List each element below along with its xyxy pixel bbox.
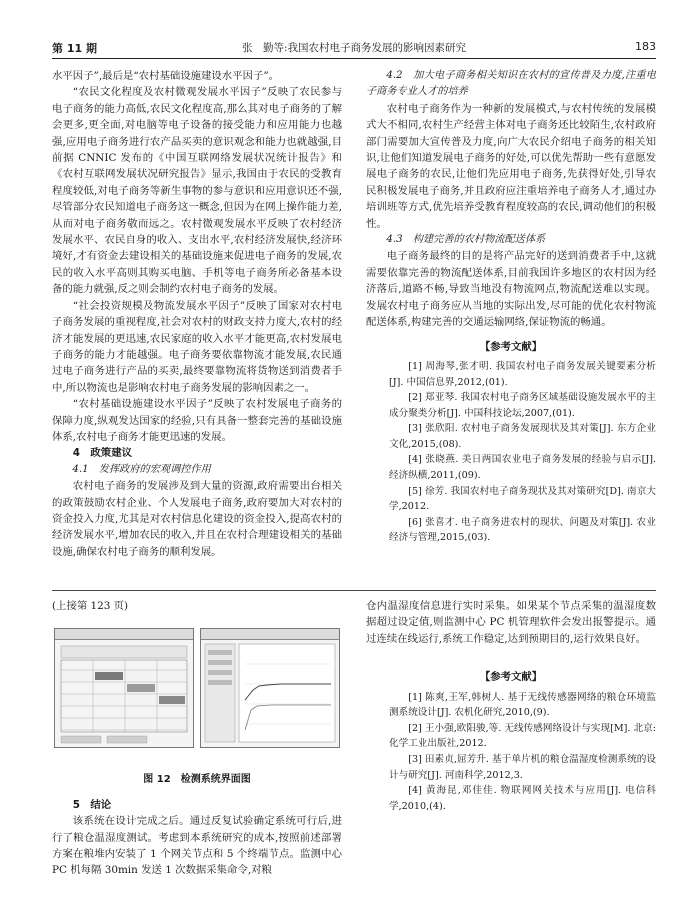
lower-left-column	[52, 598, 342, 879]
paragraph: 电子商务最终的目的是将产品完好的送到消费者手中,这就需要依靠完善的物流配送体系,目前我国许多地区的农村因为经济落后,道路不畅,导致当地没有物流网点,物流配送难以实现。发展农村电子商务应从当地的实际出发,尽可能的优化农村物流配送体系,构建完善的交通运输网络,保证物流的畅通。	[366, 250, 656, 329]
article-separator	[52, 590, 656, 591]
reference-item: [1] 周海琴,张才明. 我国农村电子商务发展关键要素分析[J]. 中国信息界,2012,(01).	[389, 360, 656, 388]
reference-item: [5] 徐芳. 我国农村电子商务现状及其对策研究[D]. 南京大学,2012.	[389, 485, 656, 513]
references-heading: 【参考文献】	[479, 340, 543, 353]
left-column	[52, 68, 342, 560]
continued-note: (上接第 123 页)	[52, 600, 129, 612]
paragraph: “农村基础设施建设水平因子”反映了农村发展电子商务的保障力度,纵观发达国家的经验,只有具备一整套完善的基础设施体系,农村电子商务才能更迅速的发展。	[52, 398, 342, 443]
paragraph: 农村电子商务的发展涉及到大量的资源,政府需要出台相关的政策鼓励农村企业、个人发展电子商务,政府要加大对农村的资金投入力度,尤其是对农村信息化建设的资金投入,提高农村的经济发展水平,增加农民的收入,并且在农村合理建设相关的基础设施,确保农村电子商务的顺利发展。	[52, 480, 342, 558]
paragraph: 该系统在设计完成之后。通过反复试验确定系统可行后,进行了粮仓温湿度测试。考虑到本系统研究的成本,按照前述部署方案在粮堆内安装了 1 个网关节点和 5 个终端节点。监测中心 PC 机每隔 30min 发送 1 次数据采集命令,对粮	[52, 815, 342, 877]
section-heading: 4 政策建议	[72, 447, 132, 460]
reference-item: [4] 张晓燕. 美日两国农业电子商务发展的经验与启示[J]. 经济纵横,2011,(09).	[389, 454, 656, 482]
references-heading: 【参考文献】	[479, 671, 543, 684]
reference-item: [1] 陈爽,王军,韩树人. 基于无线传感器网络的粮仓环境监测系统设计[J]. 农机化研究,2010,(9).	[389, 691, 656, 719]
reference-item: [3] 张欣阳. 农村电子商务发展现状及其对策[J]. 东方企业文化,2015,(08).	[389, 423, 656, 450]
issue-number: 第 11 期	[52, 42, 97, 55]
paragraph: 农村电子商务作为一种新的发展模式,与农村传统的发展模式大不相同,农村生产经营主体对电子商务还比较陌生,农村政府部门需要加大宣传普及力度,向广大农民介绍电子商务的相关知识,让他们知道发展电子商务的好处,可以优先帮助一些有意愿发展电子商务的农民,让他们先应用电子商务,先获得好处,引导农民积极发展电子商务,并且政府应注重培养电子商务人才,通过办培训班等方式,优先培养受教育程度较高的农民,调动他们的积极性。	[366, 102, 656, 230]
panel-titlebar	[55, 629, 193, 640]
reference-item: [4] 黄海昆,邓佳佳. 物联网网关技术与应用[J]. 电信科学,2010,(4).	[389, 785, 656, 812]
subsection-heading: 4.1 发挥政府的宏观调控作用	[72, 463, 211, 475]
paragraph: “社会投资规模及物流发展水平因子”反映了国家对农村电子商务发展的重视程度,社会对农村的财政支持力度大,农村的经济才能发展的更迅速,农民家庭的收入水平才能更高,农村发展电子商务的能力才能越强。电子商务要依靠物流才能发展,农民通过电子商务进行产品的买卖,最终要靠物流将货物送到消费者手中,所以物流也是影响农村电子商务发展的影响因素之一。	[52, 299, 342, 394]
header-rule	[52, 58, 656, 59]
paragraph: 水平因子”,最后是“农村基础设施建设水平因子”。	[52, 70, 280, 82]
reference-item: [2] 王小强,欧阳骏,等. 无线传感网络设计与实现[M]. 北京:化学工业出版社,2012.	[389, 722, 656, 750]
reference-item: [2] 郑亚琴. 我国农村电子商务区域基础设施发展水平的主成分聚类分析[J]. 中国科技论坛,2007,(01).	[389, 392, 656, 419]
paragraph: “农民文化程度及农村微观发展水平因子”反映了农民参与电子商务的能力高低,农民文化程度高,那么其对电子商务的了解会更多,更全面,对电脑等电子设备的接受能力和应用能力也越强,应用电子商务进行农产品买卖的意识观念和能力也就越强,目前据 CNNIC 发布的《中国互联网络发展状况统计报告》和《农村互联网发展状况研究报告》显示,我国由于农民的受教育程度较低,对电子商务等新生事物的参与意识和应用意识还不强,尽管部分农民知道电子商务这一概念,但因为在网上操作能力差,从而对电子商务敬而远之。农村微观发展水平反映了农村经济发展水平、农民自身的收入、支出水平,农村经济发展快,经济环境好,才有资金去建设相关的基础设施来促进电子商务的发展,农民的收入水平高则其购买电脑、手机等电子商务所必备基本设备的能力就强,反之则会制约农村电子商务的发展。	[52, 86, 342, 296]
paragraph: 仓内温湿度信息进行实时采集。如果某个节点采集的温湿度数据超过设定值,则监测中心 PC 机管理软件会发出报警提示。通过连续在线运行,系统工作稳定,达到预期目的,运行效果良好。	[366, 600, 656, 645]
lower-right-column	[366, 598, 656, 814]
subsection-heading: 4.3 构建完善的农村物流配送体系	[386, 234, 546, 246]
table-interface-image	[55, 640, 193, 747]
figure-caption: 图 12 检测系统界面图	[143, 774, 251, 786]
figure-screenshots	[52, 618, 342, 768]
screenshot-panel-left	[54, 628, 194, 748]
chart-interface-image	[201, 640, 339, 747]
right-column	[366, 68, 656, 546]
subsection-heading: 4.2 加大电子商务相关知识在农村的宣传普及力度,注重电子商务专业人才的培养	[366, 70, 656, 98]
reference-item: [3] 田素贞,屈芳升. 基于单片机的粮仓温湿度检测系统的设计与研究[J]. 河南科学,2012,3.	[389, 754, 656, 781]
screenshot-panel-right	[200, 628, 340, 748]
header-title: 张 勤等:我国农村电子商务发展的影响因素研究	[241, 42, 467, 54]
running-header	[52, 40, 656, 56]
reference-item: [6] 张喜才. 电子商务进农村的现状、问题及对策[J]. 农业经济与管理,2015,(03).	[389, 516, 656, 544]
page-number: 183	[635, 40, 656, 53]
panel-titlebar	[201, 629, 339, 640]
section-heading: 5 结论	[72, 798, 112, 811]
